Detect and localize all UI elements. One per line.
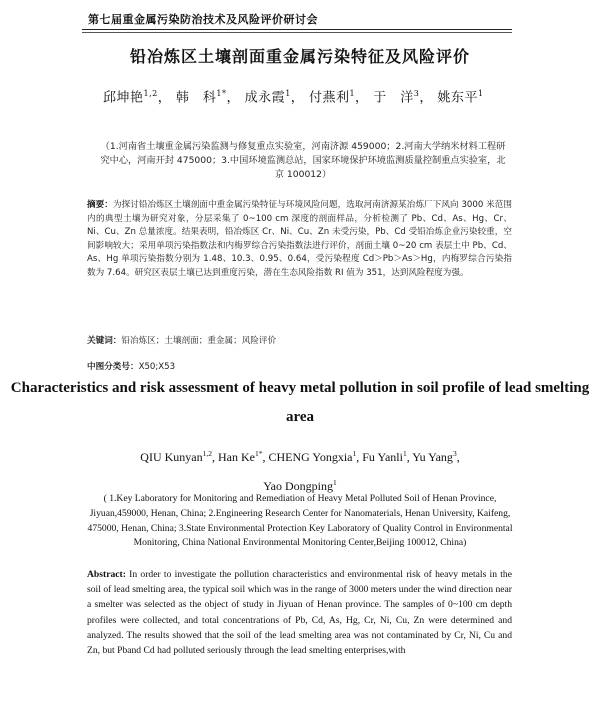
english-title: Characteristics and risk assessment of heavy metal pollution in soil profile of lead smelting area xyxy=(10,380,590,425)
running-header: 第七届重金属污染防治技术及风险评价研讨会 xyxy=(88,13,318,26)
abstract-label: Abstract: xyxy=(87,569,126,580)
abstract-text: In order to investigate the pollution characteristics and environmental risk of heavy metals in the soil of lead smelting area, the typical soil which was in the range of 3000 meters under the wind direction near a smelter was selected as the object of study in Jiyuan of Henan province. The samples of 0~100 cm depth profiles were collected, and total concentrations of Pb, Cd, As, Hg, Cr, Ni, Cu, Zn were determined and analyzed. The results showed that the soil of the lead smelting area was not contaminated by Cr, Ni, Cu and Zn, but Pband Cd had polluted seriously through the lead smelting enterprises,with xyxy=(87,569,512,657)
classno-text: X50;X53 xyxy=(138,362,176,372)
author-name: CHENG Yongxia xyxy=(268,450,353,464)
author-sep: ， xyxy=(355,90,369,106)
author-name: 付燕利 xyxy=(308,90,350,106)
author-sep: ， xyxy=(290,90,305,106)
author-sup: 3 xyxy=(413,89,420,98)
keywords-text: 铅冶炼区；土壤剖面；重金属；风险评价 xyxy=(121,336,277,346)
classno-label: 中图分类号： xyxy=(87,362,139,372)
author-sep: , xyxy=(456,450,460,464)
keywords-label: 关键词： xyxy=(87,336,122,346)
author-sup: 1 xyxy=(477,89,484,98)
abstract-label: 摘要： xyxy=(87,200,113,210)
author-sup: 1 xyxy=(352,449,357,458)
author-name: QIU Kunyan xyxy=(140,450,203,464)
author-name: Yao Dongping xyxy=(263,479,334,493)
chinese-title: 铅冶炼区土壤剖面重金属污染特征及风险评价 xyxy=(129,47,470,66)
author-name: Fu Yanli xyxy=(362,450,403,464)
chinese-abstract xyxy=(87,199,512,281)
chinese-authors xyxy=(103,80,503,112)
english-affiliation: ( 1.Key Laboratory for Monitoring and Remediation of Heavy Metal Polluted Soil of Henan Province, Jiyuan,459000, Henan, China; 2.Engineering Research Center for Nanomaterials, Henan University, Kaifeng, 475000, Henan, China; 3.State Environmental Protection Key Laboratory of Quality Control in Environmental Monitoring, China National Environmental Monitoring Center,Beijing 100012, China) xyxy=(87,493,513,549)
author-sep: ， xyxy=(226,90,241,106)
author-sep: , xyxy=(406,450,413,464)
author-sep: ， xyxy=(419,90,433,106)
header-rule-thin xyxy=(82,32,512,33)
author-sup: 3 xyxy=(452,449,457,458)
author-sep: ， xyxy=(157,90,172,106)
author-name: 成永霞 xyxy=(244,90,286,106)
header-rule xyxy=(82,29,512,30)
english-authors xyxy=(80,441,520,499)
author-sep: , xyxy=(262,450,269,464)
author-name: 邱坤艳 xyxy=(103,90,144,106)
classification-number xyxy=(87,360,175,372)
english-abstract xyxy=(87,567,512,658)
author-name: 于 洋 xyxy=(373,90,414,106)
author-name: 姚东平 xyxy=(437,90,478,106)
author-sep: , xyxy=(356,450,363,464)
author-sup: 1* xyxy=(254,449,263,458)
author-sup: 1 xyxy=(349,89,356,98)
author-sep: , xyxy=(212,450,218,464)
author-sup: 1 xyxy=(402,449,407,458)
chinese-keywords xyxy=(87,334,512,346)
author-sup: 1 xyxy=(285,89,291,98)
author-sup: 1,2 xyxy=(143,89,158,98)
abstract-text: 为探讨铅冶炼区土壤剖面中重金属污染特征与环境风险问题，选取河南济源某冶炼厂下风向 3000 米范围内的典型土壤为研究对象，分层采集了 0~100 cm 深度的剖面样品，分析检测了 Pb、Cd、As、Hg、Cr、Ni、Cu、Zn 总量浓度。结果表明，铅冶炼区 Cr、Ni、Cu、Zn 未受污染，Pb、Cd 受铅冶炼企业污染较重，空间影响较大；采用单项污染指数法和内梅罗综合污染指数法进行评价，剖面土壤 0~20 cm 表层土中 Pb、Cd、As、Hg 单项污染指数分别为 1.48、10.3、0.95、0.64，受污染程度 Cd＞Pb＞As＞Hg，内梅罗综合污染指数为 7.64。研究区表层土壤已达到重度污染，潜在生态风险指数 RI 值为 351，达到风险程度为强。 xyxy=(87,200,512,278)
author-sup: 1 xyxy=(333,478,337,487)
author-name: 韩 科 xyxy=(175,90,217,106)
author-name: Han Ke xyxy=(218,450,255,464)
chinese-affiliation: （1.河南省土壤重金属污染监测与修复重点实验室，河南济源 459000；2.河南大学纳米材料工程研究中心，河南开封 475000；3.中国环境监测总站，国家环境保护环境监测质量控制重点实验室，北京 100012） xyxy=(100,141,506,180)
author-sup: 1,2 xyxy=(202,449,212,458)
author-sup: 1* xyxy=(216,89,227,98)
author-name: Yu Yang xyxy=(412,450,453,464)
